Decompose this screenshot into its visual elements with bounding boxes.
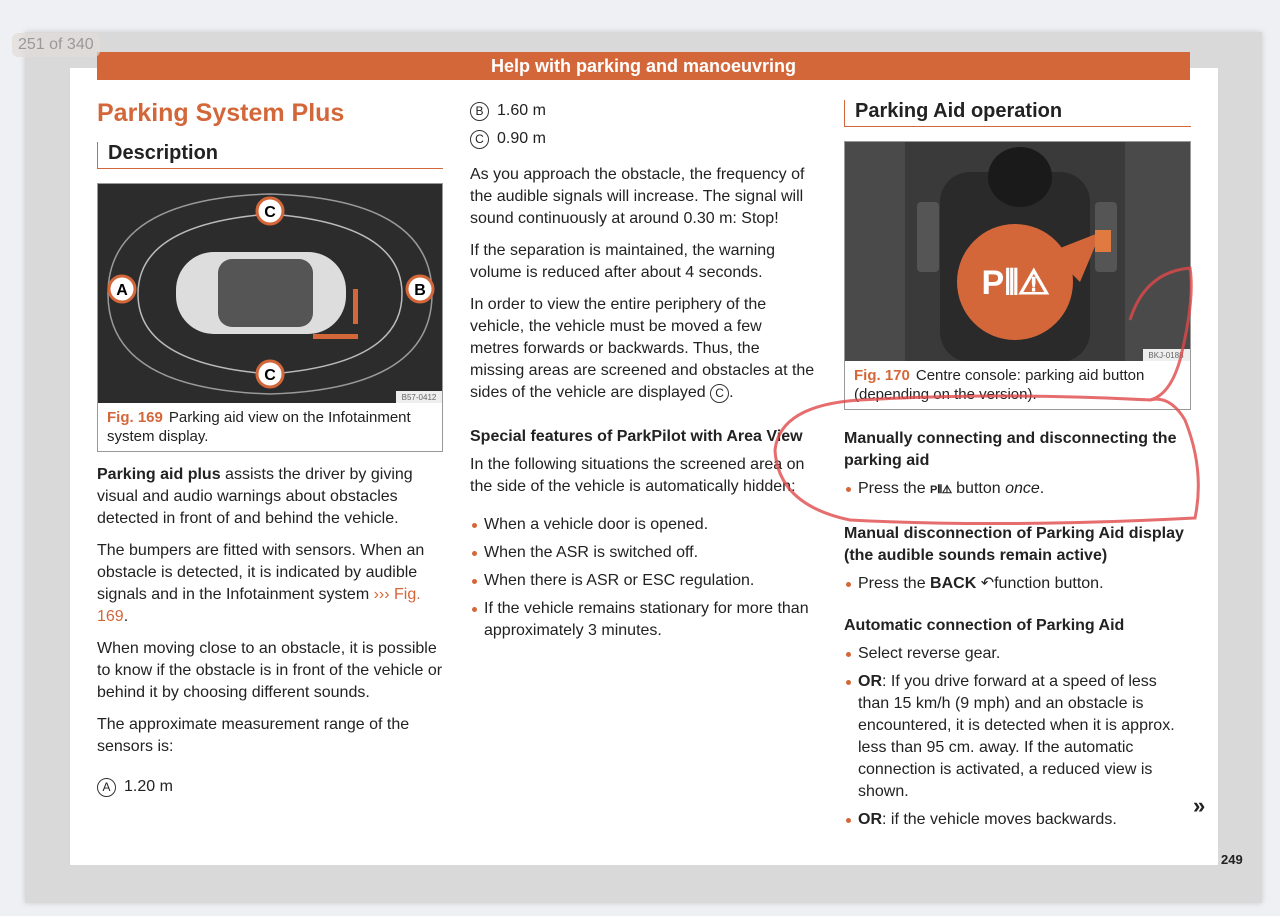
parking-view-image xyxy=(98,184,442,403)
section-heading: Parking Aid operation xyxy=(844,100,1191,127)
list-item: When a vehicle door is opened. xyxy=(470,514,815,536)
next-page-indicator[interactable]: » xyxy=(1193,793,1206,818)
parking-aid-button-symbol: P⦀⚠ xyxy=(981,264,1049,302)
list-item: Press the BACK ↶function button. xyxy=(844,573,1191,595)
column-1 xyxy=(97,100,443,808)
figure-code: B57-0412 xyxy=(401,393,437,402)
subheading: Manually connecting and disconnecting the parking aid xyxy=(844,430,1177,469)
figure-caption: Fig. 170 Centre console: parking aid button (depending on the version). xyxy=(854,367,1145,403)
list-item: Press the P⦀⚠ button once. xyxy=(844,478,1191,501)
range-c: C 0.90 m xyxy=(470,128,815,150)
fig-label-c-bottom: C xyxy=(264,367,276,384)
fig-label-a: A xyxy=(116,282,128,299)
paragraph: Parking aid plus assists the driver by giving visual and audio warnings about obstacles detected in front of and behind the vehicle. xyxy=(97,466,413,527)
list-item: When the ASR is switched off. xyxy=(470,542,815,564)
parking-aid-symbol: P⦀⚠ xyxy=(930,484,952,496)
chapter-header: Help with parking and manoeuvring xyxy=(97,52,1190,80)
fig-label-b: B xyxy=(414,282,426,299)
console-image xyxy=(845,142,1190,361)
paragraph: If the separation is maintained, the warning volume is reduced after about 4 seconds. xyxy=(470,242,776,281)
figure-170 xyxy=(844,141,1191,410)
figure-169 xyxy=(97,183,443,452)
range-b: B 1.60 m xyxy=(470,100,815,122)
list-item: Select reverse gear. xyxy=(844,643,1191,665)
fig-169-link[interactable]: ››› Fig. 169 xyxy=(97,586,421,625)
fig-label-c-top: C xyxy=(264,204,276,221)
paragraph: In the following situations the screened area on the side of the vehicle is automatically hidden: xyxy=(470,456,805,495)
paragraph: In order to view the entire periphery of the vehicle, the vehicle must be moved a few metres forwards or backwards. Thus, the missing areas are screened and obstacles at the sides of the vehicle are displayed C . xyxy=(470,296,815,401)
range-a: A 1.20 m xyxy=(97,776,443,798)
subheading: Special features of ParkPilot with Area View xyxy=(470,428,803,445)
column-2 xyxy=(470,100,815,648)
console-illustration xyxy=(845,142,1190,361)
page-number: 249 xyxy=(1221,852,1243,867)
page-title: Parking System Plus xyxy=(97,99,345,127)
figure-caption: Fig. 169 Parking aid view on the Infotainment system display. xyxy=(107,409,411,445)
list-item: When there is ASR or ESC regulation. xyxy=(470,570,815,592)
paragraph: The bumpers are fitted with sensors. When an obstacle is detected, it is indicated by audible signals and in the Infotainment system ››› Fig. 169. xyxy=(97,542,425,625)
back-icon: ↶ xyxy=(976,575,995,592)
paragraph: When moving close to an obstacle, it is possible to know if the obstacle is in front of the vehicle or behind it by choosing different sounds. xyxy=(97,640,443,701)
paragraph: As you approach the obstacle, the frequency of the audible signals will increase. The signal will sound continuously at around 0.30 m: Stop! xyxy=(470,166,805,227)
subheading: Manual disconnection of Parking Aid display (the audible sounds remain active) xyxy=(844,525,1184,564)
column-3 xyxy=(844,100,1191,837)
car-topview-illustration xyxy=(98,184,442,403)
section-heading: Description xyxy=(97,142,443,169)
list-item: OR: If you drive forward at a speed of less than 15 km/h (9 mph) and an obstacle is encountered, it is detected when it is approx. less than 95 cm. away. If the automatic connection is activated, a reduced view is shown. xyxy=(844,671,1191,803)
figure-code: BKJ-0188 xyxy=(1148,351,1184,360)
subheading: Automatic connection of Parking Aid xyxy=(844,617,1125,634)
paragraph: The approximate measurement range of the sensors is: xyxy=(97,716,410,755)
list-item: If the vehicle remains stationary for more than approximately 3 minutes. xyxy=(470,598,815,642)
page-counter: 251 of 340 xyxy=(12,33,100,57)
list-item: OR: if the vehicle moves backwards. xyxy=(844,809,1191,831)
